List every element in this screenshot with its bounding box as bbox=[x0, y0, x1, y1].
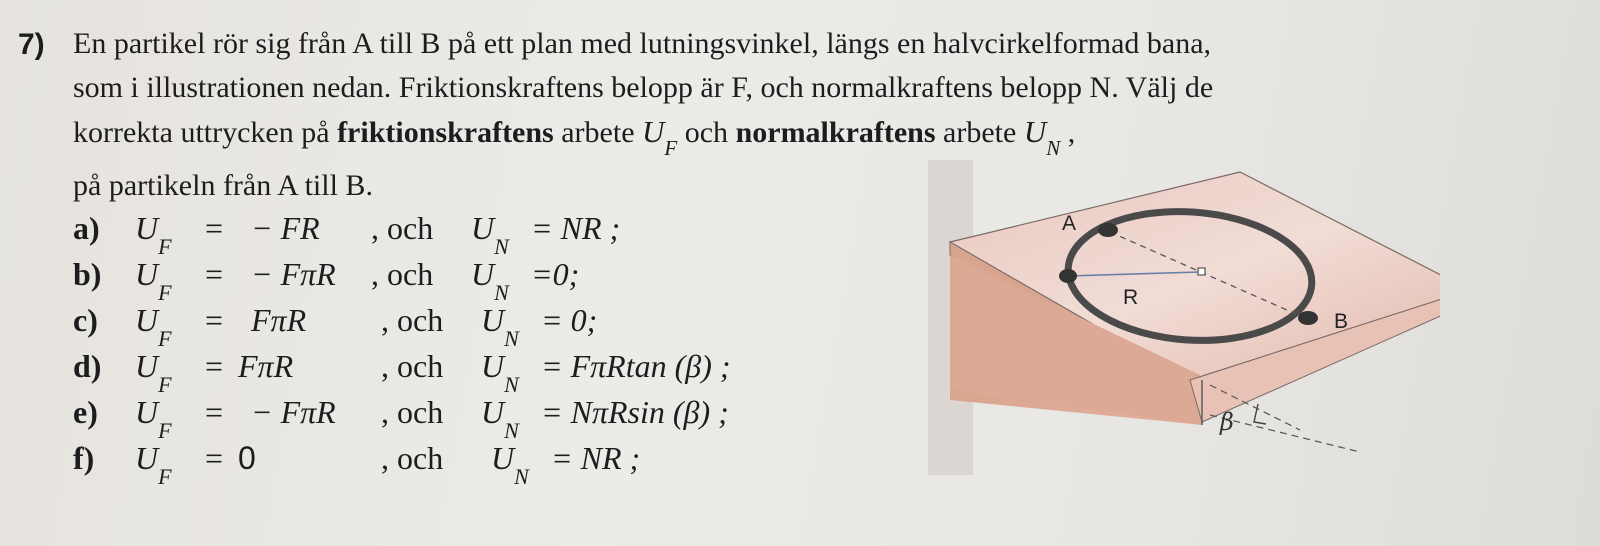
label-beta: β bbox=[1220, 408, 1234, 436]
och-text: , och bbox=[381, 348, 444, 384]
option-label: d) bbox=[73, 348, 102, 384]
angle-marker bbox=[1254, 404, 1266, 424]
un-symbol: $U_N$ bbox=[481, 348, 519, 398]
un-value: = NπRsin (β) ; bbox=[541, 394, 729, 430]
label-a: A bbox=[1062, 212, 1077, 235]
och-text: , och bbox=[381, 394, 444, 430]
un-value: = NR ; bbox=[531, 210, 621, 246]
option-label: f) bbox=[73, 440, 95, 476]
och-text: , och bbox=[381, 302, 444, 338]
uf-value: FπR bbox=[251, 302, 307, 338]
och-text: , och bbox=[381, 440, 444, 476]
uf-symbol: $U_F$ bbox=[135, 348, 172, 398]
un-value: = 0; bbox=[541, 302, 598, 338]
un-symbol: $U_N$ bbox=[1023, 114, 1061, 161]
point-b bbox=[1298, 311, 1318, 325]
uf-symbol: $U_F$ bbox=[642, 114, 678, 161]
option-label: a) bbox=[73, 210, 100, 246]
uf-symbol: $U_F$ bbox=[135, 210, 172, 260]
och-text: , och bbox=[371, 256, 434, 292]
uf-value: FπR bbox=[238, 348, 294, 384]
label-b: B bbox=[1334, 310, 1349, 333]
label-r: R bbox=[1123, 286, 1139, 309]
question-line-4: på partikeln från A till B. bbox=[73, 169, 373, 203]
uf-value: 0 bbox=[238, 440, 256, 476]
center-point bbox=[1198, 268, 1205, 275]
question-line-3: korrekta uttrycken på friktionskraftens arbete $U_F$ och normalkraftens arbete $U_N$ , bbox=[73, 114, 1076, 161]
uf-value: − FR bbox=[251, 210, 320, 246]
uf-symbol: $U_F$ bbox=[135, 302, 172, 352]
un-symbol: $U_N$ bbox=[491, 440, 529, 490]
un-value: =0; bbox=[531, 256, 580, 292]
question-number: 7) bbox=[18, 28, 45, 61]
question-line-2: som i illustrationen nedan. Friktionskraftens belopp är F, och normalkraftens belopp N. Välj de bbox=[73, 71, 1214, 104]
un-symbol: $U_N$ bbox=[471, 256, 509, 306]
option-label: e) bbox=[73, 394, 98, 430]
un-symbol: $U_N$ bbox=[471, 210, 509, 260]
un-value: = NR ; bbox=[551, 440, 641, 476]
incline-figure bbox=[920, 160, 1440, 480]
option-label: c) bbox=[73, 302, 98, 338]
normal-keyword: normalkraftens bbox=[735, 116, 936, 149]
point-left bbox=[1059, 269, 1077, 283]
point-a bbox=[1098, 223, 1118, 237]
och-text: , och bbox=[371, 210, 434, 246]
un-value: = FπRtan (β) ; bbox=[541, 348, 731, 384]
uf-symbol: $U_F$ bbox=[135, 440, 172, 490]
un-symbol: $U_N$ bbox=[481, 394, 519, 444]
option-label: b) bbox=[73, 256, 102, 292]
un-symbol: $U_N$ bbox=[481, 302, 519, 352]
uf-symbol: $U_F$ bbox=[135, 394, 172, 444]
uf-value: − FπR bbox=[251, 256, 336, 292]
uf-value: − FπR bbox=[251, 394, 336, 430]
friction-keyword: friktionskraftens bbox=[337, 116, 554, 149]
uf-symbol: $U_F$ bbox=[135, 256, 172, 306]
question-line-1: En partikel rör sig från A till B på ett plan med lutningsvinkel, längs en halvcirkelformad bana, bbox=[73, 27, 1212, 60]
